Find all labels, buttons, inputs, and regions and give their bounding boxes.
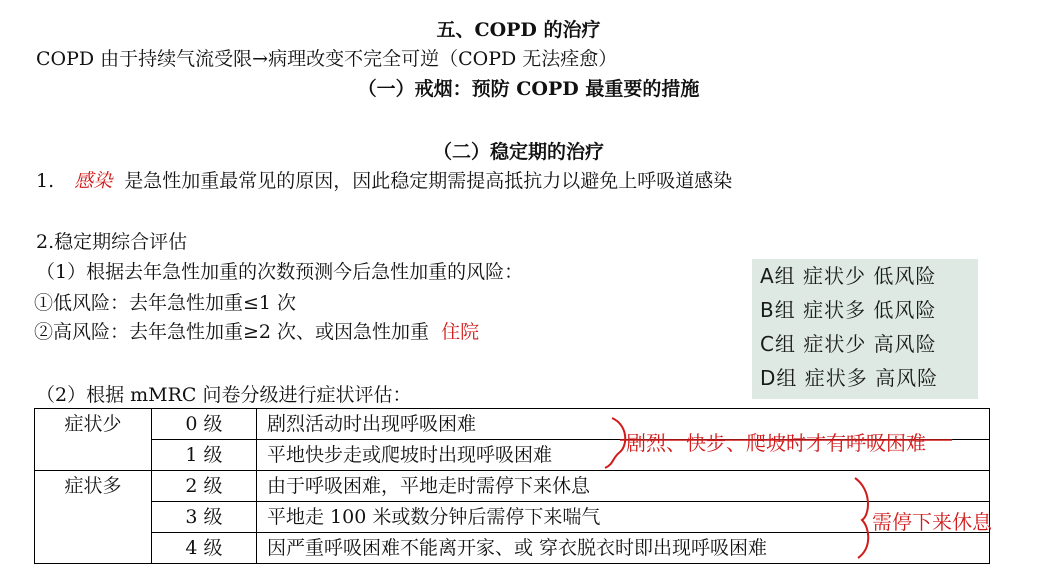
- desc-cell: 因严重呼吸困难不能离开家、或 穿衣脱衣时即出现呼吸困难: [257, 533, 990, 564]
- legend-row-d: D组 症状多 高风险: [760, 366, 939, 390]
- point-1-text: 是急性加重最常见的原因，因此稳定期需提高抵抗力以避免上呼吸道感染: [124, 170, 733, 192]
- low-risk: ①低风险：去年急性加重≤1 次: [34, 292, 297, 314]
- hospitalization-highlight: 住院: [441, 321, 480, 343]
- annotation-severe: 需停下来休息: [872, 510, 992, 534]
- legend-row-b: B组 症状多 低风险: [760, 298, 937, 322]
- annotation-mild: 剧烈、快步、爬坡时才有呼吸困难: [626, 431, 926, 455]
- group-label-many: 症状多: [35, 471, 152, 564]
- legend-row-a: A组 症状少 低风险: [760, 264, 937, 288]
- legend-row-c: C组 症状少 高风险: [760, 332, 937, 356]
- subsection-smoking: （一）戒烟：预防 COPD 最重要的措施: [357, 78, 700, 100]
- grade-cell: 3 级: [152, 502, 257, 533]
- mmrc-criteria: （2）根据 mMRC 问卷分级进行症状评估：: [36, 384, 412, 406]
- bracket-severe: [855, 478, 868, 558]
- point-1-number: 1.: [36, 170, 55, 192]
- high-risk-text: ②高风险：去年急性加重≥2 次、或因急性加重: [34, 321, 430, 343]
- desc-cell: 由于呼吸困难，平地走时需停下来休息: [257, 471, 990, 502]
- subsection-stable: （二）稳定期的治疗: [432, 141, 604, 163]
- desc-cell: 平地快步走或爬坡时出现呼吸困难: [257, 440, 990, 471]
- infection-highlight: 感染: [74, 170, 113, 192]
- section-heading: 五、COPD 的治疗: [436, 19, 601, 41]
- risk-criteria: （1）根据去年急性加重的次数预测今后急性加重的风险：: [36, 261, 524, 283]
- desc-cell: 剧烈活动时出现呼吸困难: [257, 409, 990, 440]
- desc-cell: 平地走 100 米或数分钟后需停下来喘气: [257, 502, 990, 533]
- grade-cell: 4 级: [152, 533, 257, 564]
- group-label-few: 症状少: [35, 409, 152, 471]
- intro-text: COPD 由于持续气流受限→病理改变不完全可逆（COPD 无法痊愈）: [36, 48, 618, 70]
- grade-cell: 0 级: [152, 409, 257, 440]
- bracket-mild: [605, 418, 625, 468]
- grade-cell: 1 级: [152, 440, 257, 471]
- grade-cell: 2 级: [152, 471, 257, 502]
- point-2-title: 2.稳定期综合评估: [36, 231, 188, 253]
